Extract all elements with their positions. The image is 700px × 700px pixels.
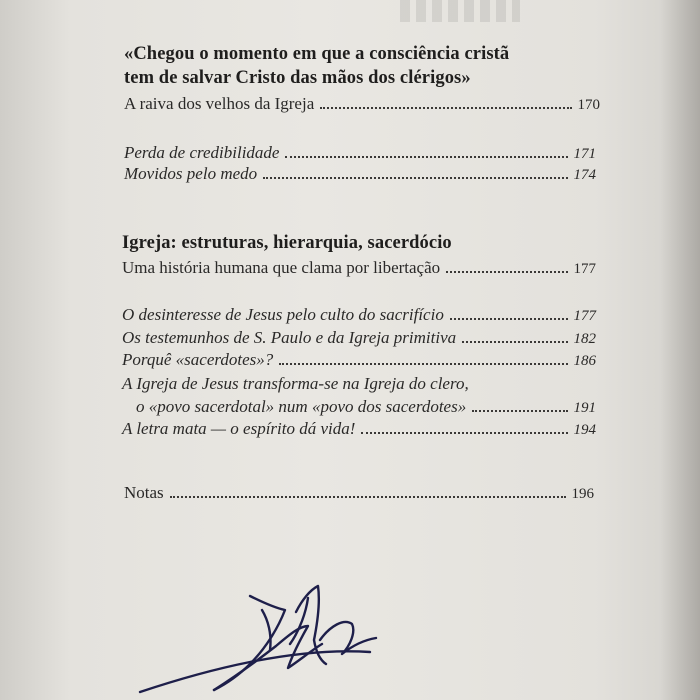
toc-entry-page: 191 xyxy=(573,400,596,416)
toc-entry-label: A Igreja de Jesus transforma-se na Igreja do clero, xyxy=(122,374,469,393)
toc-entry-page: 194 xyxy=(573,422,596,438)
toc-entry-page: 174 xyxy=(573,167,596,183)
toc-entry-page: 171 xyxy=(573,146,596,162)
toc-entry-label: Os testemunhos de S. Paulo e da Igreja primitiva xyxy=(122,328,457,347)
toc-entry-page: 177 xyxy=(573,261,596,277)
section1-heading-line2: tem de salvar Cristo das mãos dos clérigos» xyxy=(124,68,471,88)
toc-entry-label: Perda de credibilidade xyxy=(124,143,280,162)
toc-entry-page: 186 xyxy=(573,353,596,369)
section2-heading: Igreja: estruturas, hierarquia, sacerdócio xyxy=(122,233,452,253)
toc-entry-page: 182 xyxy=(573,331,596,347)
toc-entry-page: 170 xyxy=(577,97,600,113)
toc-entry-label: A letra mata — o espírito dá vida! xyxy=(122,419,356,438)
toc-entry-label: Movidos pelo medo xyxy=(124,164,258,183)
toc-entry-label: Notas xyxy=(124,483,164,502)
toc-entry-page: 196 xyxy=(571,486,594,502)
toc-entry-label: o «povo sacerdotal» num «povo dos sacerdotes» xyxy=(136,397,467,416)
toc-entry-label: Uma história humana que clama por libertação xyxy=(122,258,441,277)
toc-entry-label: A raiva dos velhos da Igreja xyxy=(124,94,315,113)
toc-entry-label: Porquê «sacerdotes»? xyxy=(122,350,274,369)
section1-heading-line1: «Chegou o momento em que a consciência cristã xyxy=(124,44,510,64)
toc-entry-label: O desinteresse de Jesus pelo culto do sacrifício xyxy=(122,305,444,324)
toc-entry-page: 177 xyxy=(573,308,596,324)
